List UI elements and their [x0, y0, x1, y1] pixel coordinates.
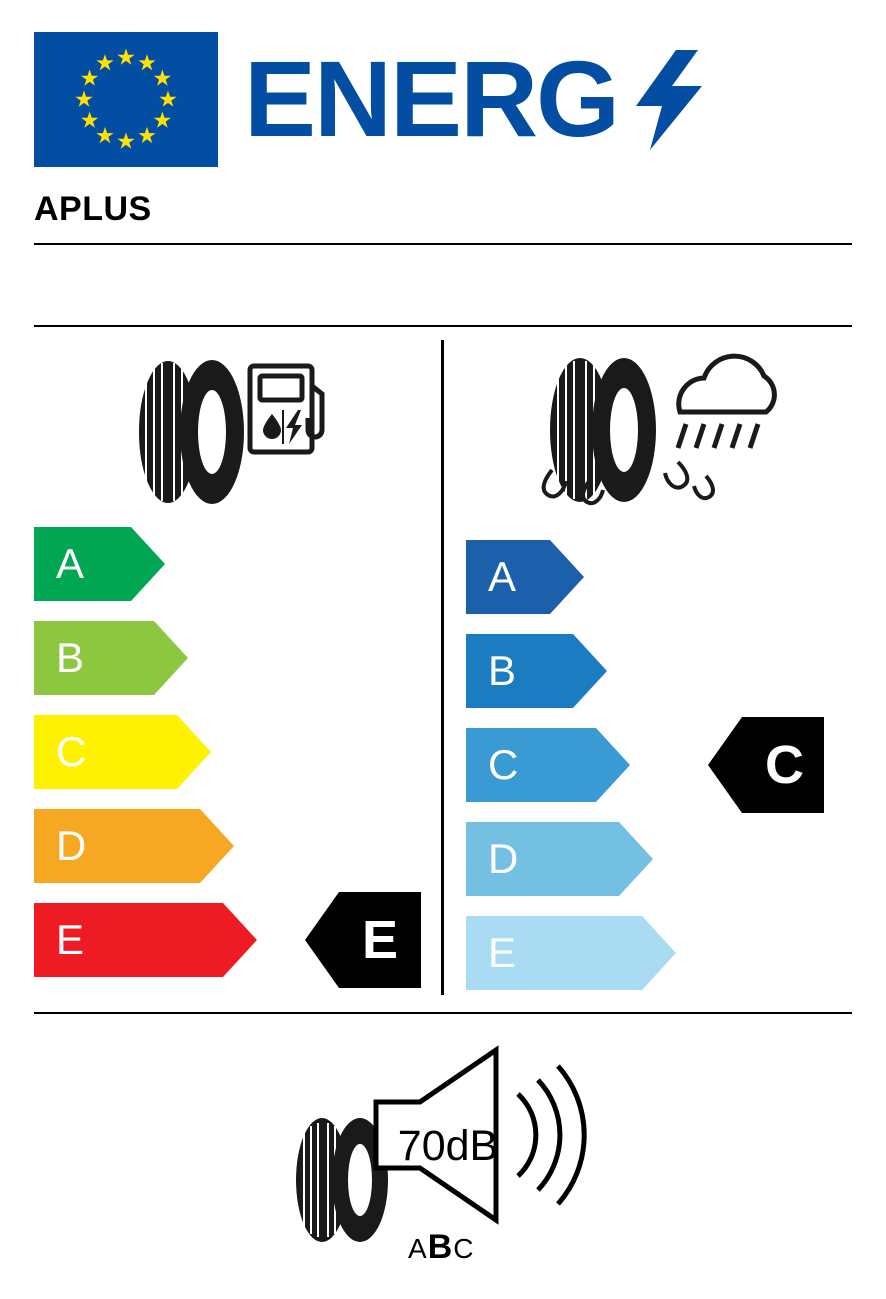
fuel-class-e — [34, 903, 257, 977]
wet-class-letter: A — [488, 553, 517, 600]
divider-bottom — [34, 1012, 852, 1014]
fuel-class-letter: C — [56, 728, 87, 775]
wet-rating-marker — [708, 717, 824, 813]
wet-class-letter: B — [488, 647, 517, 694]
divider-second — [34, 325, 852, 327]
noise-class-b: B — [427, 1228, 454, 1266]
noise-class-a: A — [408, 1233, 428, 1264]
fuel-class-a — [34, 527, 165, 601]
lightning-bolt-icon — [636, 50, 706, 150]
fuel-class-letter: D — [56, 822, 87, 869]
fuel-class-letter: B — [56, 634, 85, 681]
fuel-rating-marker — [305, 892, 421, 988]
rain-cloud-icon — [678, 356, 774, 448]
tyre-icon — [138, 360, 244, 504]
divider-top — [34, 243, 852, 245]
fuel-arrow-a — [34, 527, 165, 601]
wet-arrow-a — [466, 540, 584, 614]
fuel-class-letter: E — [56, 916, 85, 963]
noise-class-c: C — [453, 1233, 475, 1264]
wet-rating-marker-letter: C — [765, 735, 804, 795]
noise-class-indicator — [408, 1228, 474, 1267]
noise-db-value: 70dB — [397, 1122, 499, 1170]
fuel-class-b — [34, 621, 188, 695]
fuel-class-c — [34, 715, 211, 789]
energy-wordmark: ENERG — [244, 38, 619, 159]
wet-class-letter: C — [488, 741, 519, 788]
fuel-class-letter: A — [56, 540, 85, 587]
wet-grip-pictogram — [528, 352, 790, 524]
wet-class-c — [466, 728, 630, 802]
wet-class-letter: D — [488, 835, 519, 882]
noise-section — [280, 1040, 610, 1270]
fuel-pump-icon — [250, 366, 322, 452]
wet-class-d — [466, 822, 653, 896]
wet-class-letter: E — [488, 929, 517, 976]
wet-class-b — [466, 634, 607, 708]
fuel-class-d — [34, 809, 234, 883]
eu-flag-icon — [34, 32, 218, 167]
divider-vertical — [441, 340, 444, 995]
fuel-rating-marker-letter: E — [362, 910, 399, 970]
wet-class-a — [466, 540, 584, 614]
tyre-icon — [550, 358, 656, 502]
fuel-efficiency-pictogram — [120, 352, 330, 512]
wet-class-e — [466, 916, 676, 990]
brand-name: APLUS — [34, 190, 152, 228]
